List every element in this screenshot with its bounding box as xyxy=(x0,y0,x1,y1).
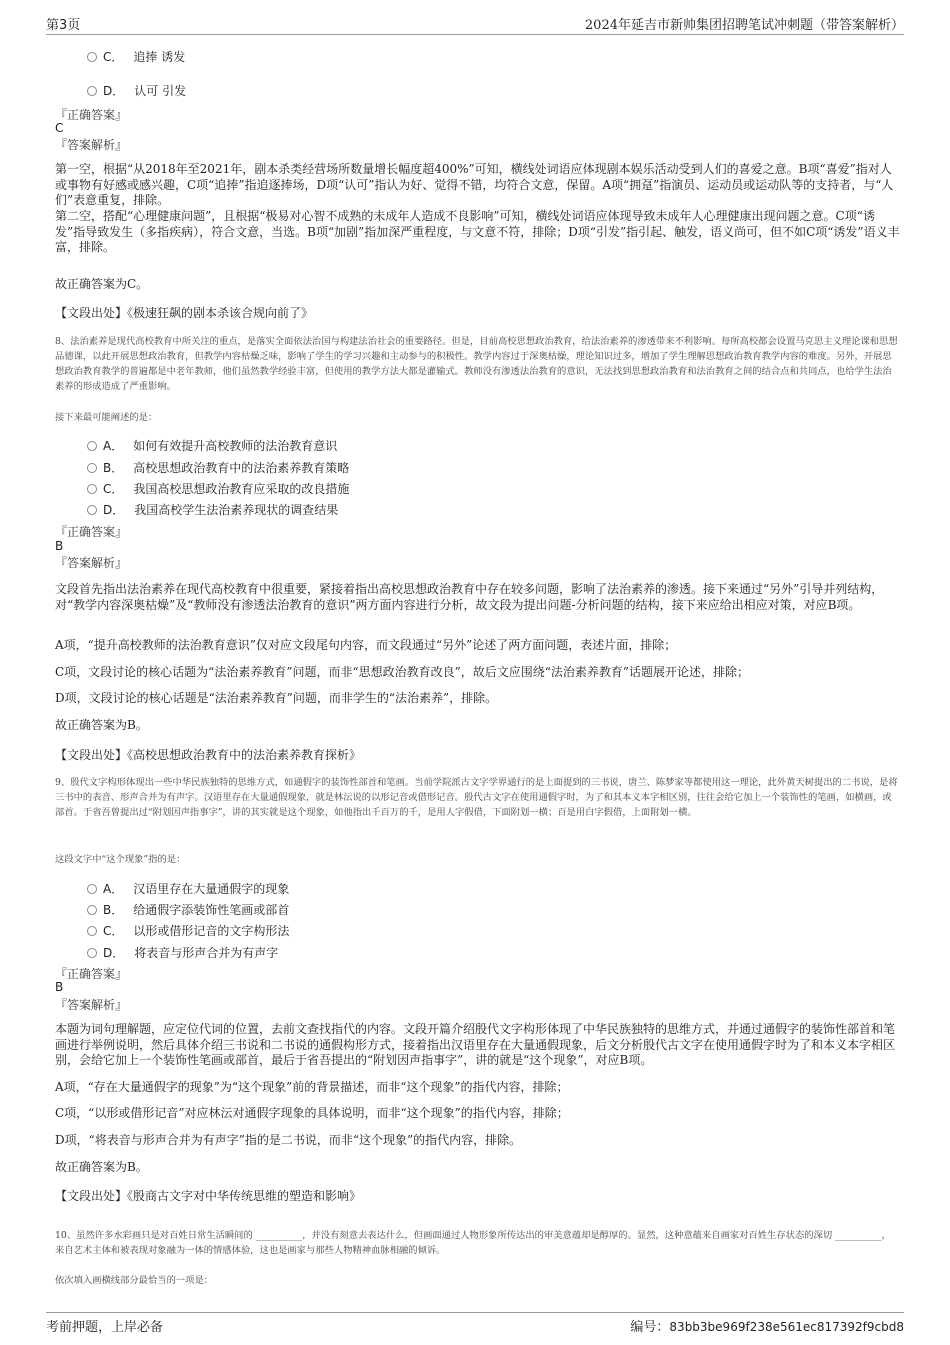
correct-answer-label: 『正确答案』 xyxy=(55,525,128,539)
radio-icon[interactable] xyxy=(87,505,97,515)
q8-conclusion: 故正确答案为B。 xyxy=(55,718,148,732)
q7-explanation-2: 第二空，搭配“心理健康问题”，且根据“极易对心智不成熟的未成年人造成不良影响”可知，横线处词语应体现导致未成年人心理健康出现问题之意。C项“诱发”指导致发生（多指疾病），符合文意，当选。B项“加剧”指加深严重程度，与文意不符，排除；D项“引发”指引起、触发，语义尚可，但不如C项“诱发”语义丰富，排除。 xyxy=(55,209,900,254)
document-code: 编号：83bb3be969f238e561ec817392f9cbd8 xyxy=(630,1320,904,1335)
q7-answer: C xyxy=(55,121,64,135)
q9-explanation-c: C项，“以形或借形记音”对应林沄对通假字现象的具体说明，而非“这个现象”的指代内容，排除； xyxy=(55,1106,569,1120)
q8-prompt: 接下来最可能阐述的是： xyxy=(55,412,158,423)
q8-stem: 8、法治素养是现代高校教育中所关注的重点，是落实全面依法治国与构建法治社会的重要路径。但是，目前高校思想政治教育，给法治素养的渗透带来不利影响。每所高校都会设置马克思主义理论课和思想品德课，以此开展思想政治教育，但教学内容枯燥乏味，影响了学生的学习兴趣和主动参与的积极性。教学内容过于深奥枯燥，理论知识过多，增加了学生理解思想政治教育教学内容的难度。另外，开展思想政治教育教学的普遍都是中老年教师，他们虽然教学经验丰富，但使用的教学方法大都是灌输式。教师没有渗透法治教育的意识，无法找到思想政治教育和法治教育之间的结合点和共同点，也给学生法治素养的形成造成了严重影响。 xyxy=(55,336,898,392)
q7-source: 【文段出处】《极速狂飙的剧本杀该合规向前了》 xyxy=(55,306,314,320)
explanation-label: 『答案解析』 xyxy=(55,556,128,570)
q9-answer: B xyxy=(55,980,64,994)
document-title: 2024年延吉市新帅集团招聘笔试冲刺题（带答案解析） xyxy=(584,18,904,33)
page-footer xyxy=(46,1312,904,1337)
radio-icon[interactable] xyxy=(87,86,97,96)
correct-answer-label: 『正确答案』 xyxy=(55,108,128,122)
q8-explanation-c: C项，文段讨论的核心话题为“法治素养教育”问题，而非“思想政治教育改良”，故后文应围绕“法治素养教育”话题展开论述，排除； xyxy=(55,665,749,679)
q8-explanation-d: D项，文段讨论的核心话题是“法治素养教育”问题，而非学生的“法治素养”，排除。 xyxy=(55,691,498,705)
q9-explanation-d: D项，“将表音与形声合并为有声字”指的是二书说，而非“这个现象”的指代内容，排除。 xyxy=(55,1133,522,1147)
radio-icon[interactable] xyxy=(87,484,97,494)
radio-icon[interactable] xyxy=(87,884,97,894)
q9-explanation-a: A项，“存在大量通假字的现象”为“这个现象”前的背景描述，而非“这个现象”的指代内容，排除； xyxy=(55,1080,569,1094)
q9-source: 【文段出处】《殷商古文字对中华传统思维的塑造和影响》 xyxy=(55,1189,362,1203)
q8-explanation-a: A项，“提升高校教师的法治教育意识”仅对应文段尾句内容，而文段通过“另外”论述了两方面问题，表述片面，排除； xyxy=(55,638,677,652)
q9-option-a[interactable]: A． 汉语里存在大量通假字的现象 xyxy=(87,880,289,897)
q9-option-c[interactable]: C． 以形或借形记音的文字构形法 xyxy=(87,922,289,939)
radio-icon[interactable] xyxy=(87,948,97,958)
radio-icon[interactable] xyxy=(87,52,97,62)
explanation-label: 『答案解析』 xyxy=(55,138,128,152)
radio-icon[interactable] xyxy=(87,926,97,936)
radio-icon[interactable] xyxy=(87,441,97,451)
q7-option-c[interactable]: C． 追捧 诱发 xyxy=(87,48,185,65)
q9-conclusion: 故正确答案为B。 xyxy=(55,1160,148,1174)
explanation-label: 『答案解析』 xyxy=(55,998,128,1012)
radio-icon[interactable] xyxy=(87,463,97,473)
footer-slogan: 考前押题，上岸必备 xyxy=(46,1320,164,1335)
q9-explanation-1: 本题为词句理解题，应定位代词的位置，去前文查找指代的内容。文段开篇介绍殷代文字构形体现了中华民族独特的思维方式，并通过通假字的装饰性部首和笔画进行举例说明，然后具体介绍三书说和二书说的通假构形方式，接着指出汉语里存在大量通假现象，后文分析殷代古文字在使用通假字时为了和本义本字相区别，会给它加上一个装饰性笔画或部首，最后于省吾提出的“附划因声指事字”，讲的就是“这个现象”，对应B项。 xyxy=(55,1022,896,1067)
q8-option-d[interactable]: D． 我国高校学生法治素养现状的调查结果 xyxy=(87,501,338,518)
q8-explanation-1: 文段首先指出法治素养在现代高校教育中很重要，紧接着指出高校思想政治教育中存在较多问题，影响了法治素养的渗透。接下来通过“另外”引导并列结构，对“教学内容深奥枯燥”及“教师没有渗透法治教育的意识”两方面内容进行分析，故文段为提出问题-分析问题的结构，接下来应给出相应对策，对应B项。 xyxy=(55,582,884,612)
q9-stem: 9、殷代文字构形体现出一些中华民族独特的思维方式，如通假字的装饰性部首和笔画。当前学院派古文字学界通行的是上面提到的三书说，唐兰、陈梦家等都使用这一理论，此外黄天树提出的二书说，是将三书中的表音、形声合并为有声字。汉语里存在大量通假现象，就是林沄说的以形记音或借形记音。殷代古文字在使用通假字时，为了和其本义本字相区别，往往会给它加上一个装饰性的笔画，如横画，或部首。于省吾曾提出过“附划因声指事字”，讲的其实就是这个现象，如他指出千百万的千，是用人字假借，下面附划一横；百是用白字假借，上面附划一横。 xyxy=(55,777,898,818)
correct-answer-label: 『正确答案』 xyxy=(55,967,128,981)
page-number: 第3页 xyxy=(46,18,81,33)
q9-option-b[interactable]: B． 给通假字添装饰性笔画或部首 xyxy=(87,901,289,918)
page-header xyxy=(46,12,904,35)
q7-option-d[interactable]: D． 认可 引发 xyxy=(87,82,186,99)
q10-prompt: 依次填入画横线部分最恰当的一项是： xyxy=(55,1275,214,1286)
q8-answer: B xyxy=(55,539,64,553)
q9-option-d[interactable]: D． 将表音与形声合并为有声字 xyxy=(87,944,278,961)
q9-prompt: 这段文字中“这个现象”指的是： xyxy=(55,854,186,865)
radio-icon[interactable] xyxy=(87,905,97,915)
q7-explanation-1: 第一空，根据“从2018年至2021年，剧本杀类经营场所数量增长幅度超400%”可知，横线处词语应体现剧本娱乐活动受到人们的喜爱之意。B项“喜爱”指对人或事物有好感或感兴趣，C项“追捧”指追逐捧场，D项“认可”指认为好、觉得不错，均符合文意，保留。A项“拥趸”指演员、运动员或运动队等的支持者，与“人们”表意重复，排除。 xyxy=(55,162,894,207)
q7-conclusion: 故正确答案为C。 xyxy=(55,277,149,291)
q8-option-c[interactable]: C． 我国高校思想政治教育应采取的改良措施 xyxy=(87,480,349,497)
q10-stem: 10、虽然许多水彩画只是对百姓日常生活瞬间的 __________，并没有刻意去表达什么，但画面通过人物形象所传达出的审美意蕴却是醇厚的。显然，这种意蕴来自画家对百姓生存状态的深切 __________，来自艺术主体和被表现对象融为一体的情感体验，这也是画家与那些人物精神血脉相融的倾诉。 xyxy=(55,1230,891,1256)
q8-source: 【文段出处】《高校思想政治教育中的法治素养教育探析》 xyxy=(55,748,362,762)
q8-option-a[interactable]: A． 如何有效提升高校教师的法治教育意识 xyxy=(87,437,337,454)
q8-option-b[interactable]: B． 高校思想政治教育中的法治素养教育策略 xyxy=(87,459,349,476)
